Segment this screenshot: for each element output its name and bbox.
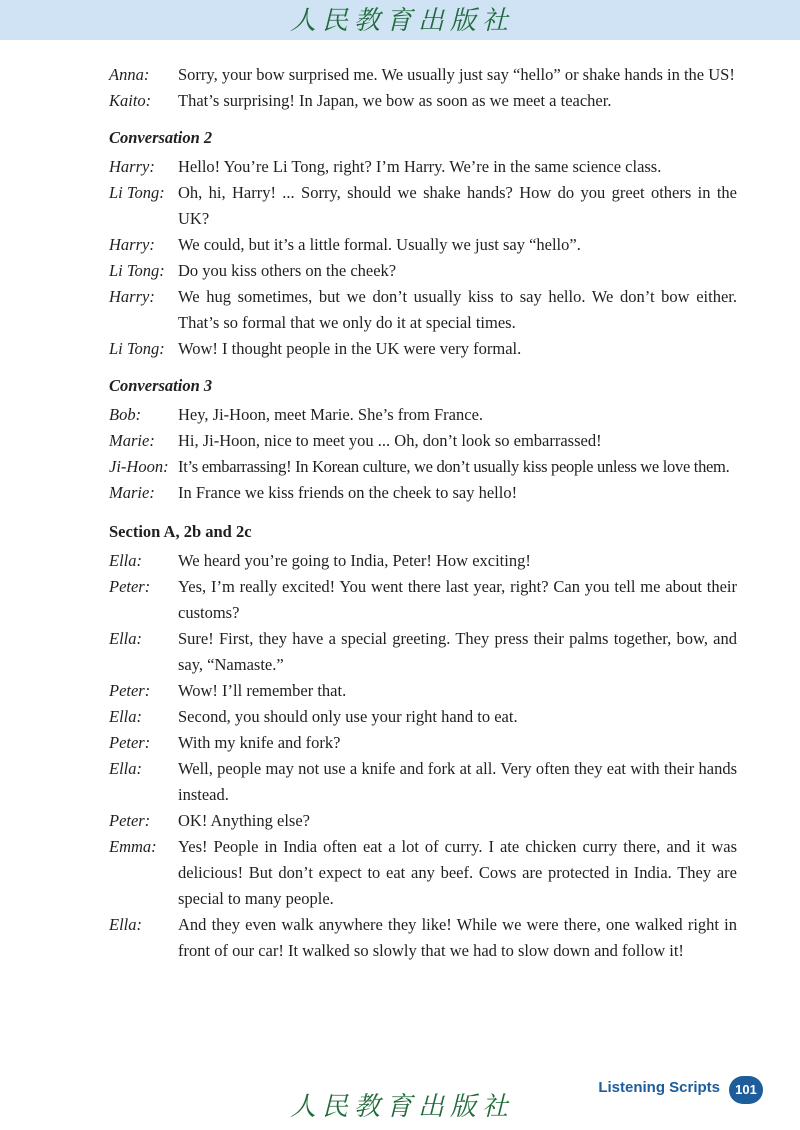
- dialogue-line: [109, 284, 737, 336]
- speaker-name: Kaito:: [109, 91, 152, 110]
- speaker-name: Peter:: [109, 733, 151, 752]
- dialogue-line: [109, 88, 737, 114]
- speaker-name: Emma:: [109, 837, 157, 856]
- dialogue-line: [109, 756, 737, 808]
- dialogue-line: [109, 730, 737, 756]
- footer-publisher-logo: 人民教育出版社: [290, 1092, 515, 1122]
- dialogue-line: [109, 808, 737, 834]
- speaker-name: Harry:: [109, 157, 155, 176]
- dialogue-line: [109, 180, 737, 232]
- dialogue-line: [109, 480, 737, 506]
- dialogue-line: [109, 402, 737, 428]
- speaker-name: Ella:: [109, 915, 142, 934]
- dialogue-text: Wow! I’ll remember that.: [178, 681, 347, 700]
- speaker-name: Harry:: [109, 235, 155, 254]
- dialogue-line: [109, 574, 737, 626]
- speaker-name: Ella:: [109, 551, 142, 570]
- section-heading: Section A, 2b and 2c: [109, 522, 252, 541]
- listening-script: [109, 62, 737, 964]
- dialogue-text: Wow! I thought people in the UK were very formal.: [178, 339, 522, 358]
- dialogue-line: [109, 678, 737, 704]
- dialogue-text: OK! Anything else?: [178, 811, 310, 830]
- dialogue-text: Hey, Ji-Hoon, meet Marie. She’s from France.: [178, 405, 484, 424]
- dialogue-text: We heard you’re going to India, Peter! How exciting!: [178, 551, 531, 570]
- speaker-name: Li Tong:: [109, 183, 165, 202]
- dialogue-text: Yes! People in India often eat a lot of curry. I ate chicken curry there, and it was delicious! But don’t expect to eat any beef. Cows are protected in India. They are special to many people.: [178, 837, 737, 908]
- speaker-name: Ella:: [109, 629, 142, 648]
- dialogue-text: Sure! First, they have a special greeting. They press their palms together, bow, and say, “Namaste.”: [178, 629, 737, 674]
- dialogue-line: [109, 548, 737, 574]
- publisher-logo: 人民教育出版社: [290, 6, 515, 36]
- dialogue-text: In France we kiss friends on the cheek to say hello!: [178, 483, 518, 502]
- dialogue-text: Sorry, your bow surprised me. We usually just say “hello” or shake hands in the US!: [178, 65, 735, 84]
- dialogue-text: Hello! You’re Li Tong, right? I’m Harry. We’re in the same science class.: [178, 157, 662, 176]
- dialogue-text: We hug sometimes, but we don’t usually kiss to say hello. We don’t bow either. That’s so formal that we only do it at special times.: [178, 287, 737, 332]
- dialogue-text: Yes, I’m really excited! You went there last year, right? Can you tell me about their customs?: [178, 577, 737, 622]
- dialogue-line: [109, 704, 737, 730]
- dialogue-line: [109, 428, 737, 454]
- speaker-name: Anna:: [109, 65, 150, 84]
- speaker-name: Ella:: [109, 759, 142, 778]
- dialogue-line: [109, 834, 737, 912]
- speaker-name: Peter:: [109, 681, 151, 700]
- speaker-name: Li Tong:: [109, 261, 165, 280]
- speaker-name: Harry:: [109, 287, 155, 306]
- speaker-name: Bob:: [109, 405, 142, 424]
- dialogue-text: Do you kiss others on the cheek?: [178, 261, 397, 280]
- dialogue-line: [109, 626, 737, 678]
- header-band: [0, 0, 800, 40]
- dialogue-line: [109, 154, 737, 180]
- dialogue-text: With my knife and fork?: [178, 733, 341, 752]
- dialogue-text: It’s embarrassing! In Korean culture, we don’t usually kiss people unless we love them.: [178, 457, 730, 476]
- conversation-heading: Conversation 3: [109, 376, 213, 395]
- conversation-heading: Conversation 2: [109, 128, 213, 147]
- dialogue-text: Oh, hi, Harry! ... Sorry, should we shake hands? How do you greet others in the UK?: [178, 183, 737, 228]
- dialogue-line: [109, 62, 737, 88]
- dialogue-line: [109, 232, 737, 258]
- speaker-name: Ji-Hoon:: [109, 457, 169, 476]
- dialogue-text: We could, but it’s a little formal. Usually we just say “hello”.: [178, 235, 581, 254]
- dialogue-line: [109, 912, 737, 964]
- speaker-name: Ella:: [109, 707, 142, 726]
- dialogue-text: That’s surprising! In Japan, we bow as soon as we meet a teacher.: [178, 91, 612, 110]
- dialogue-text: Well, people may not use a knife and fork at all. Very often they eat with their hands instead.: [178, 759, 737, 804]
- footer-section-title: Listening Scripts: [598, 1079, 720, 1096]
- dialogue-line: [109, 258, 737, 284]
- speaker-name: Peter:: [109, 577, 151, 596]
- dialogue-line: [109, 336, 737, 362]
- speaker-name: Peter:: [109, 811, 151, 830]
- dialogue-line: [109, 454, 737, 480]
- dialogue-text: Hi, Ji-Hoon, nice to meet you ... Oh, don’t look so embarrassed!: [178, 431, 602, 450]
- page-number-badge: 101: [729, 1076, 763, 1104]
- dialogue-text: Second, you should only use your right hand to eat.: [178, 707, 518, 726]
- speaker-name: Marie:: [109, 431, 155, 450]
- dialogue-text: And they even walk anywhere they like! While we were there, one walked right in front of our car! It walked so slowly that we had to slow down and follow it!: [178, 915, 737, 960]
- speaker-name: Li Tong:: [109, 339, 165, 358]
- speaker-name: Marie:: [109, 483, 155, 502]
